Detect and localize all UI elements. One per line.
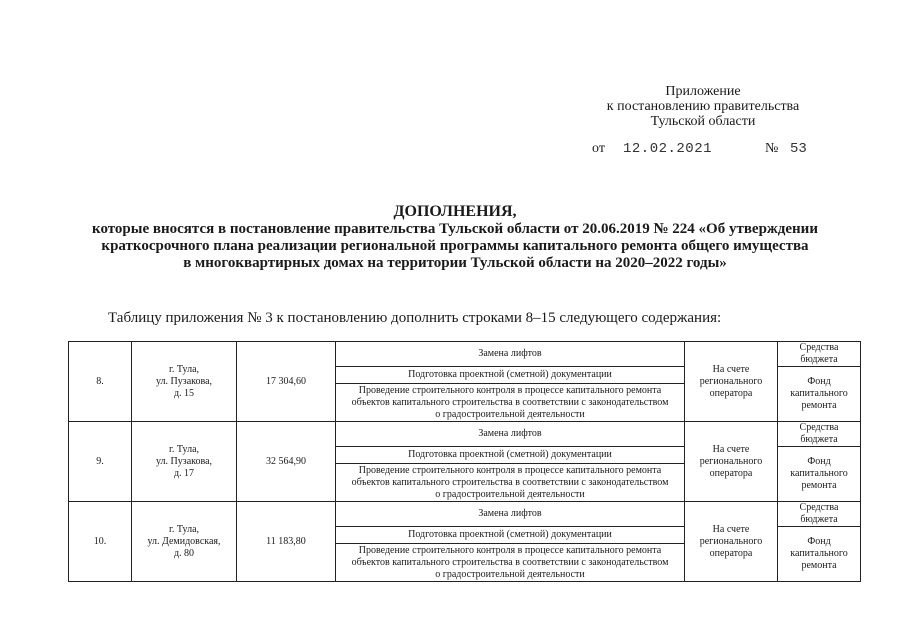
row-address	[132, 422, 237, 502]
address-line: ул. Демидовская,	[147, 535, 221, 547]
funding-line: Фонд	[807, 456, 831, 467]
funding-line: бюджета	[800, 354, 838, 365]
funding-line: Фонд	[807, 376, 831, 387]
table-row	[69, 342, 861, 367]
funding-repair-fund	[778, 527, 861, 582]
account-line: На счете	[712, 523, 750, 535]
address-line: г. Тула,	[168, 523, 200, 535]
reference-date: 12.02.2021	[623, 141, 713, 157]
control-line: Проведение строительного контроля в процессе капитального ремонта	[358, 544, 662, 556]
address-line: д. 15	[173, 387, 195, 399]
title-line: краткосрочного плана реализации региональной программы капитального ремонта общего имущества	[101, 238, 809, 254]
appendix-line: Приложение	[665, 84, 741, 99]
funding-line: капитального	[790, 468, 848, 479]
funding-budget	[778, 422, 861, 447]
row-address	[132, 342, 237, 422]
row-number: 10.	[69, 502, 132, 582]
reference-number-label: №	[765, 141, 779, 156]
funding-line: Средства	[799, 342, 839, 353]
appendix-line: к постановлению правительства	[606, 99, 800, 114]
reference-from-label: от	[592, 141, 605, 156]
row-cost: 17 304,60	[237, 342, 336, 422]
control-line: Проведение строительного контроля в процессе капитального ремонта	[358, 464, 662, 476]
account-line: На счете	[712, 443, 750, 455]
account-line: оператора	[709, 467, 753, 479]
funding-budget	[778, 342, 861, 367]
control-line: о градостроительной деятельности	[435, 568, 585, 580]
title-line: которые вносятся в постановление правительства Тульской области от 20.06.2019 № 224 «Об утверждении	[92, 221, 818, 237]
appendix-line: Тульской области	[650, 114, 756, 129]
row-number: 9.	[69, 422, 132, 502]
work-construction-control	[336, 544, 685, 582]
work-construction-control	[336, 384, 685, 422]
row-cost: 32 564,90	[237, 422, 336, 502]
funding-line: Средства	[799, 422, 839, 433]
funding-line: капитального	[790, 388, 848, 399]
work-design-docs: Подготовка проектной (сметной) документации	[336, 447, 685, 464]
title-heading: ДОПОЛНЕНИЯ,	[393, 203, 517, 220]
row-address	[132, 502, 237, 582]
control-line: о градостроительной деятельности	[435, 408, 585, 420]
funding-line: капитального	[790, 548, 848, 559]
row-account	[685, 342, 778, 422]
intro-text: Таблицу приложения № 3 к постановлению дополнить строками 8–15 следующего содержания:	[108, 310, 722, 326]
control-line: объектов капитального строительства в соответствии с законодательством	[351, 396, 669, 408]
funding-line: ремонта	[801, 480, 837, 491]
address-line: г. Тула,	[168, 443, 200, 455]
table-row	[69, 502, 861, 527]
work-construction-control	[336, 464, 685, 502]
funding-line: ремонта	[801, 560, 837, 571]
funding-line: Средства	[799, 502, 839, 513]
additions-table	[68, 341, 861, 582]
funding-line: Фонд	[807, 536, 831, 547]
control-line: объектов капитального строительства в соответствии с законодательством	[351, 556, 669, 568]
address-line: ул. Пузакова,	[155, 455, 213, 467]
work-design-docs: Подготовка проектной (сметной) документации	[336, 367, 685, 384]
reference-number: 53	[790, 141, 807, 157]
account-line: На счете	[712, 363, 750, 375]
row-number: 8.	[69, 342, 132, 422]
work-lift-replacement: Замена лифтов	[336, 502, 685, 527]
address-line: г. Тула,	[168, 363, 200, 375]
appendix-header	[590, 84, 816, 129]
control-line: о градостроительной деятельности	[435, 488, 585, 500]
address-line: ул. Пузакова,	[155, 375, 213, 387]
funding-repair-fund	[778, 367, 861, 422]
work-lift-replacement: Замена лифтов	[336, 422, 685, 447]
row-cost: 11 183,80	[237, 502, 336, 582]
work-lift-replacement: Замена лифтов	[336, 342, 685, 367]
account-line: регионального	[699, 375, 763, 387]
account-line: оператора	[709, 547, 753, 559]
funding-line: ремонта	[801, 400, 837, 411]
title-line: в многоквартирных домах на территории Тульской области на 2020–2022 годы»	[183, 255, 727, 271]
account-line: оператора	[709, 387, 753, 399]
row-account	[685, 502, 778, 582]
funding-budget	[778, 502, 861, 527]
control-line: объектов капитального строительства в соответствии с законодательством	[351, 476, 669, 488]
document-title	[60, 203, 850, 272]
account-line: регионального	[699, 455, 763, 467]
work-design-docs: Подготовка проектной (сметной) документации	[336, 527, 685, 544]
address-line: д. 17	[173, 467, 195, 479]
row-account	[685, 422, 778, 502]
account-line: регионального	[699, 535, 763, 547]
funding-line: бюджета	[800, 434, 838, 445]
control-line: Проведение строительного контроля в процессе капитального ремонта	[358, 384, 662, 396]
table-row	[69, 422, 861, 447]
funding-repair-fund	[778, 447, 861, 502]
address-line: д. 80	[173, 547, 195, 559]
funding-line: бюджета	[800, 514, 838, 525]
